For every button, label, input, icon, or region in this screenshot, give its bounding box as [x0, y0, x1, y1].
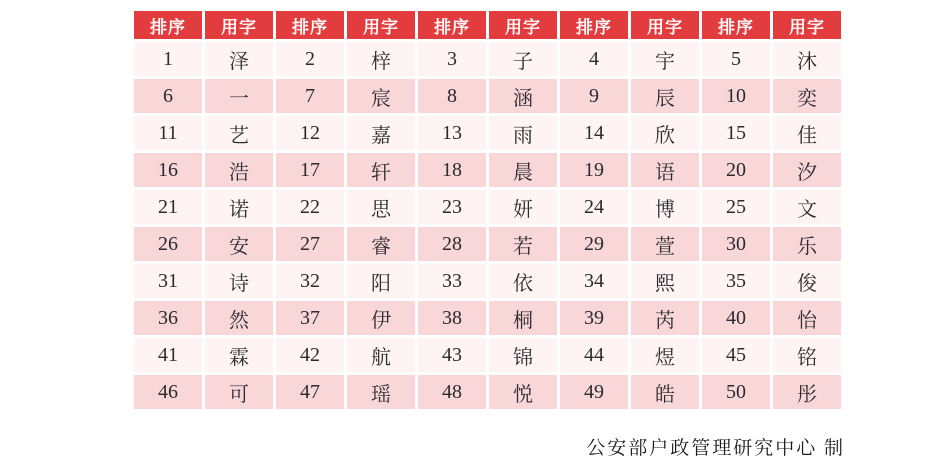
header-cell: 用字: [631, 11, 699, 39]
character-cell: 熙: [631, 264, 699, 298]
character-cell: 萱: [631, 227, 699, 261]
name-character-ranking-table: [131, 8, 844, 412]
table-row: [134, 79, 841, 113]
character-cell: 涵: [489, 79, 557, 113]
rank-cell: 23: [418, 190, 486, 224]
header-cell: 排序: [276, 11, 344, 39]
table-row: [134, 153, 841, 187]
rank-cell: 1: [134, 42, 202, 76]
character-cell: 彤: [773, 375, 841, 409]
rank-cell: 30: [702, 227, 770, 261]
character-cell: 子: [489, 42, 557, 76]
header-cell: 排序: [418, 11, 486, 39]
rank-cell: 17: [276, 153, 344, 187]
table-row: [134, 264, 841, 298]
header-cell: 用字: [205, 11, 273, 39]
source-credit: 公安部户政管理研究中心 制: [586, 438, 845, 459]
character-cell: 依: [489, 264, 557, 298]
rank-cell: 37: [276, 301, 344, 335]
character-cell: 然: [205, 301, 273, 335]
rank-cell: 31: [134, 264, 202, 298]
character-cell: 晨: [489, 153, 557, 187]
rank-cell: 21: [134, 190, 202, 224]
rank-cell: 27: [276, 227, 344, 261]
header-cell: 排序: [560, 11, 628, 39]
rank-cell: 4: [560, 42, 628, 76]
character-cell: 瑶: [347, 375, 415, 409]
header-cell: 排序: [134, 11, 202, 39]
rank-cell: 49: [560, 375, 628, 409]
header-cell: 排序: [702, 11, 770, 39]
rank-cell: 8: [418, 79, 486, 113]
rank-cell: 24: [560, 190, 628, 224]
rank-cell: 50: [702, 375, 770, 409]
character-cell: 俊: [773, 264, 841, 298]
rank-cell: 13: [418, 116, 486, 150]
character-cell: 煜: [631, 338, 699, 372]
character-cell: 安: [205, 227, 273, 261]
character-cell: 锦: [489, 338, 557, 372]
character-cell: 浩: [205, 153, 273, 187]
character-cell: 嘉: [347, 116, 415, 150]
character-cell: 可: [205, 375, 273, 409]
character-cell: 轩: [347, 153, 415, 187]
header-cell: 用字: [773, 11, 841, 39]
character-cell: 语: [631, 153, 699, 187]
character-cell: 铭: [773, 338, 841, 372]
character-cell: 若: [489, 227, 557, 261]
character-cell: 佳: [773, 116, 841, 150]
rank-cell: 47: [276, 375, 344, 409]
table-row: [134, 338, 841, 372]
rank-cell: 33: [418, 264, 486, 298]
character-cell: 航: [347, 338, 415, 372]
character-cell: 宸: [347, 79, 415, 113]
character-cell: 伊: [347, 301, 415, 335]
rank-cell: 11: [134, 116, 202, 150]
rank-cell: 43: [418, 338, 486, 372]
rank-cell: 14: [560, 116, 628, 150]
character-cell: 奕: [773, 79, 841, 113]
rank-cell: 10: [702, 79, 770, 113]
character-cell: 宇: [631, 42, 699, 76]
character-cell: 桐: [489, 301, 557, 335]
rank-cell: 40: [702, 301, 770, 335]
rank-cell: 2: [276, 42, 344, 76]
character-cell: 诗: [205, 264, 273, 298]
character-cell: 汐: [773, 153, 841, 187]
table-body: [134, 42, 841, 409]
rank-cell: 41: [134, 338, 202, 372]
character-cell: 阳: [347, 264, 415, 298]
character-cell: 睿: [347, 227, 415, 261]
rank-cell: 46: [134, 375, 202, 409]
rank-cell: 28: [418, 227, 486, 261]
character-cell: 悦: [489, 375, 557, 409]
character-cell: 怡: [773, 301, 841, 335]
character-cell: 乐: [773, 227, 841, 261]
rank-cell: 48: [418, 375, 486, 409]
character-cell: 诺: [205, 190, 273, 224]
rank-cell: 29: [560, 227, 628, 261]
rank-cell: 25: [702, 190, 770, 224]
rank-cell: 19: [560, 153, 628, 187]
rank-cell: 35: [702, 264, 770, 298]
rank-cell: 18: [418, 153, 486, 187]
rank-cell: 22: [276, 190, 344, 224]
rank-cell: 42: [276, 338, 344, 372]
table-row: [134, 190, 841, 224]
rank-cell: 26: [134, 227, 202, 261]
rank-cell: 12: [276, 116, 344, 150]
character-cell: 沐: [773, 42, 841, 76]
rank-cell: 20: [702, 153, 770, 187]
character-cell: 一: [205, 79, 273, 113]
rank-cell: 16: [134, 153, 202, 187]
rank-cell: 5: [702, 42, 770, 76]
table-row: [134, 116, 841, 150]
table-row: [134, 42, 841, 76]
character-cell: 雨: [489, 116, 557, 150]
table-row: [134, 227, 841, 261]
rank-cell: 9: [560, 79, 628, 113]
rank-cell: 15: [702, 116, 770, 150]
character-cell: 皓: [631, 375, 699, 409]
header-cell: 用字: [347, 11, 415, 39]
rank-cell: 6: [134, 79, 202, 113]
rank-cell: 45: [702, 338, 770, 372]
character-cell: 艺: [205, 116, 273, 150]
rank-cell: 38: [418, 301, 486, 335]
rank-cell: 36: [134, 301, 202, 335]
table-row: [134, 375, 841, 409]
rank-cell: 32: [276, 264, 344, 298]
character-cell: 思: [347, 190, 415, 224]
character-cell: 霖: [205, 338, 273, 372]
header-row: [134, 11, 841, 39]
header-cell: 用字: [489, 11, 557, 39]
character-cell: 文: [773, 190, 841, 224]
rank-cell: 39: [560, 301, 628, 335]
character-cell: 辰: [631, 79, 699, 113]
character-cell: 芮: [631, 301, 699, 335]
rank-cell: 3: [418, 42, 486, 76]
character-cell: 泽: [205, 42, 273, 76]
rank-cell: 7: [276, 79, 344, 113]
rank-cell: 44: [560, 338, 628, 372]
rank-cell: 34: [560, 264, 628, 298]
character-cell: 妍: [489, 190, 557, 224]
character-cell: 博: [631, 190, 699, 224]
character-cell: 欣: [631, 116, 699, 150]
table-row: [134, 301, 841, 335]
character-cell: 梓: [347, 42, 415, 76]
